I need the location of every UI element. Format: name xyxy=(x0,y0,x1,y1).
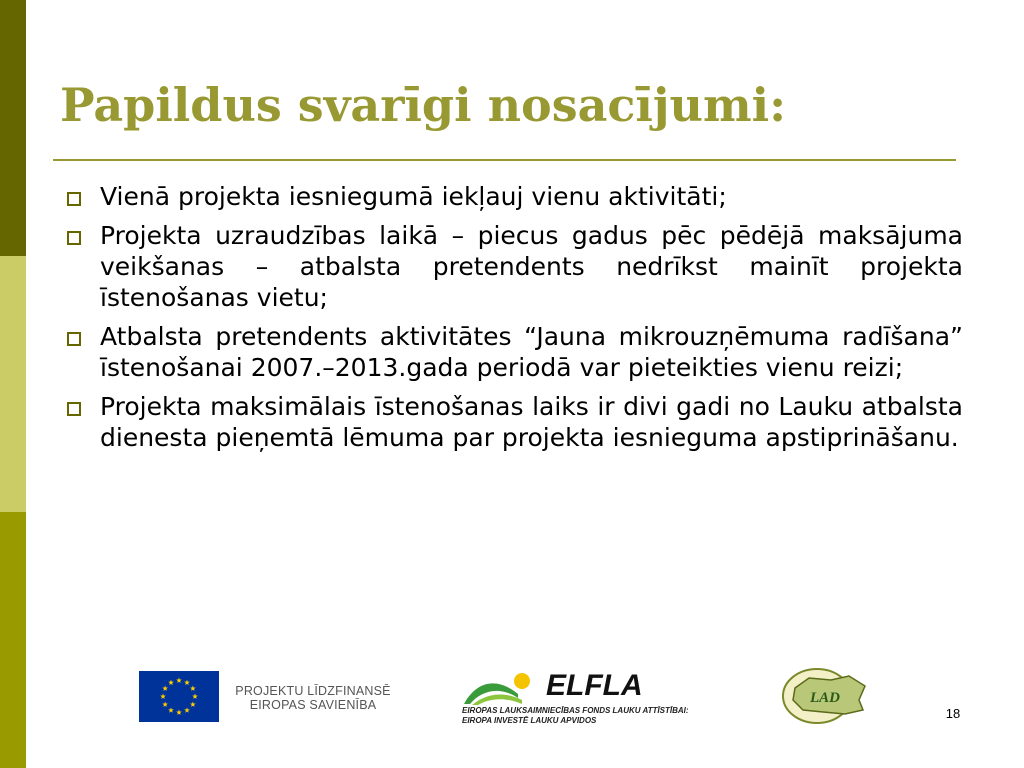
bullet-text: Vienā projekta iesniegumā iekļauj vienu aktivitāti; xyxy=(100,182,727,211)
elfla-wordmark: ELFLA xyxy=(546,669,643,702)
eu-cofinance-caption xyxy=(228,684,398,712)
side-bar-middle xyxy=(0,256,26,512)
hollow-square-icon xyxy=(67,332,81,346)
hollow-square-icon xyxy=(67,402,81,416)
bullet-list xyxy=(60,181,963,461)
bullet-text: Atbalsta pretendents aktivitātes “Jauna mikrouzņēmuma radīšana” īstenošanai 2007.–2013.gada periodā var pieteikties vienu reizi; xyxy=(100,322,963,382)
elfla-logo-icon xyxy=(462,672,544,706)
bullet-text: Projekta uzraudzības laikā – piecus gadus pēc pēdējā maksājuma veikšanas – atbalsta pretendents nedrīkst mainīt projekta īstenošanas vietu; xyxy=(100,221,963,312)
elfla-caption xyxy=(462,706,732,726)
slide-title: Papildus svarīgi nosacījumi: xyxy=(60,78,787,132)
side-bar-bottom xyxy=(0,512,26,768)
elfla-caption-line-2: EIROPA INVESTĒ LAUKU APVIDOS xyxy=(462,716,597,725)
eu-caption-line-1: PROJEKTU LĪDZFINANSĒ xyxy=(235,684,391,698)
title-divider xyxy=(53,159,956,161)
eu-caption-line-2: EIROPAS SAVIENĪBA xyxy=(249,698,377,712)
page-number: 18 xyxy=(945,706,961,721)
eu-flag-icon xyxy=(139,671,219,722)
bullet-text: Projekta maksimālais īstenošanas laiks ir divi gadi no Lauku atbalsta dienesta pieņemtā lēmuma par projekta iesnieguma apstiprināšanu. xyxy=(100,392,963,452)
side-bar-top xyxy=(0,0,26,256)
hollow-square-icon xyxy=(67,231,81,245)
elfla-caption-line-1: EIROPAS LAUKSAIMNIECĪBAS FONDS LAUKU ATTĪSTĪBAI: xyxy=(462,706,689,715)
bullet-item xyxy=(60,220,963,313)
bullet-item xyxy=(60,391,963,453)
lad-logo-text: LAD xyxy=(810,690,840,706)
bullet-item xyxy=(60,321,963,383)
hollow-square-icon xyxy=(67,192,81,206)
lad-logo-icon xyxy=(779,666,869,726)
bullet-item xyxy=(60,181,963,212)
